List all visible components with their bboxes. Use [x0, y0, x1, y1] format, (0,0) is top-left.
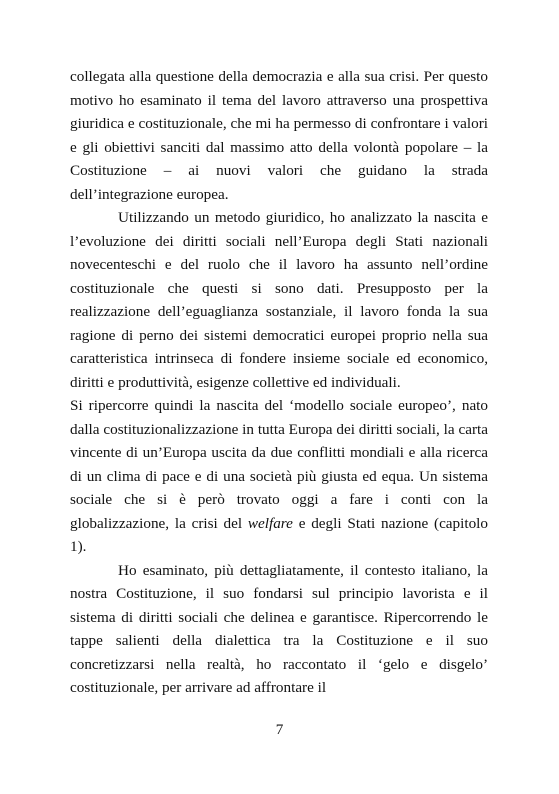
paragraph-3: [70, 394, 488, 559]
page-number: 7: [275, 721, 284, 738]
paragraph-4: Ho esaminato, più dettagliatamente, il contesto italiano, la nostra Costituzione, il suo fondarsi sul principio lavorista e il sistema di diritti sociali che delinea e garantisce. Ripercorrendo le tappe salienti della dialettica tra la Costituzione e il suo concretizzarsi nella realtà, ho raccontato il ‘gelo e disgelo’ costituzionale, per arrivare ad affrontare il: [70, 561, 488, 696]
page-body: [70, 65, 488, 700]
paragraph-1: collegata alla questione della democrazia e alla sua crisi. Per questo motivo ho esaminato il tema del lavoro attraverso una prospettiva giuridica e costituzionale, che mi ha permesso di confrontare i valori e gli obiettivi sanciti dal massimo atto della volontà popolare – la Costituzione – ai nuovi valori che guidano la strada dell’integrazione europea.: [70, 68, 488, 203]
paragraph-2: Utilizzando un metodo giuridico, ho analizzato la nascita e l’evoluzione dei diritti sociali nell’Europa degli Stati nazionali novecenteschi e del ruolo che il lavoro ha assunto nell’ordine costituzionale che questi si sono dati. Presupposto per la realizzazione dell’eguaglianza sostanziale, il lavoro fonda la sua ragione di perno dei sistemi democratici europei proprio nella sua caratteristica intrinseca di fondere insieme sociale ed economico, diritti e produttività, esigenze collettive ed individuali.: [70, 209, 488, 391]
paragraph-3-text-after: e degli Stati nazione (capitolo 1).: [70, 514, 488, 555]
paragraph-3-text-before: Si ripercorre quindi la nascita del ‘modello sociale europeo’, nato dalla costituzionalizzazione in tutta Europa dei diritti sociali, la carta vincente di un’Europa uscita da due conflitti mondiali e alla ricerca di un clima di pace e di una società più giusta ed equa. Un sistema sociale che si è però trovato oggi a fare i conti con la globalizzazione, la crisi del: [70, 397, 488, 532]
paragraph-3-italic-term: welfare: [247, 514, 293, 532]
